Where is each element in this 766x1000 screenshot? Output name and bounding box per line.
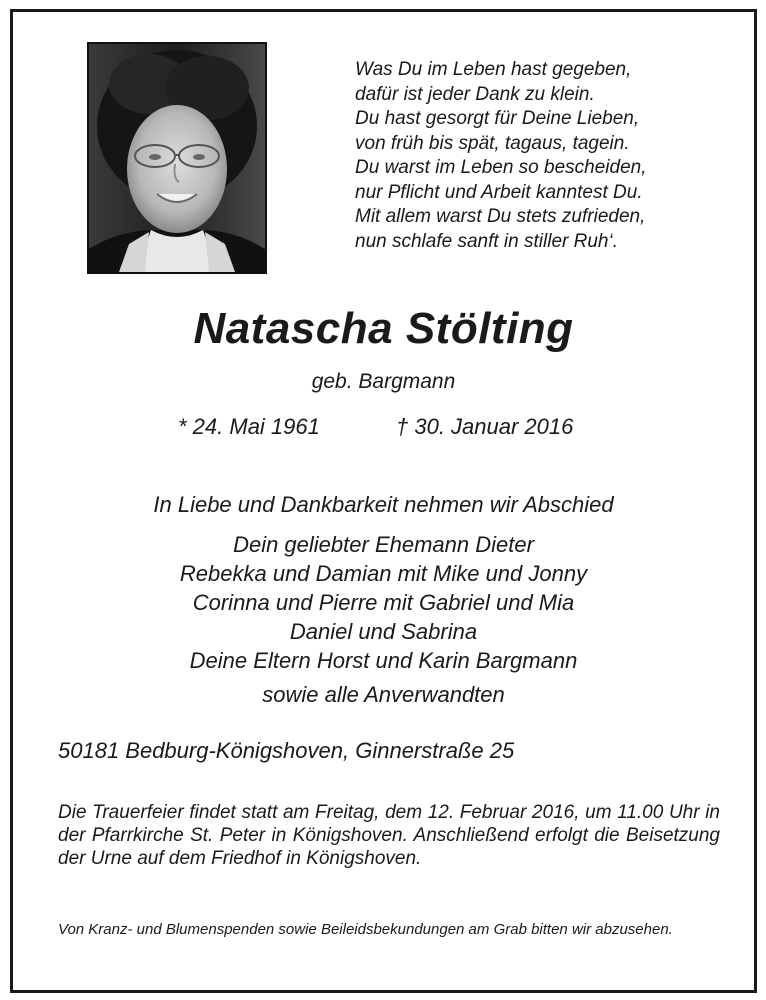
death-date: † 30. Januar 2016	[396, 414, 574, 439]
mourner-line: Daniel und Sabrina	[289, 619, 478, 644]
mourner-line: Corinna und Pierre mit Gabriel und Mia	[192, 590, 575, 615]
mourner-line: Deine Eltern Horst und Karin Bargmann	[189, 648, 578, 673]
poem-line: Du hast gesorgt für Deine Lieben,	[355, 108, 640, 129]
poem-line: Du warst im Leben so bescheiden,	[355, 157, 647, 178]
poem-line: nur Pflicht und Arbeit kanntest Du.	[355, 181, 643, 203]
poem-line: Was Du im Leben hast gegeben,	[355, 59, 632, 80]
portrait-image	[89, 44, 265, 272]
poem-line: dafür ist jeder Dank zu klein.	[355, 83, 595, 105]
obituary-frame	[10, 9, 757, 993]
funeral-details: Die Trauerfeier findet statt am Freitag, dem 12. Februar 2016, um 11.00 Uhr in der Pfarrkirche St. Peter in Königshoven. Anschließend erfolgt die Beisetzung der Urne auf dem Friedhof in Königshoven.	[58, 802, 720, 869]
mourner-line: Rebekka und Damian mit Mike und Jonny	[179, 561, 588, 586]
family-address: 50181 Bedburg-Königshoven, Ginnerstraße 25	[58, 738, 515, 763]
poem-line: von früh bis spät, tagaus, tagein.	[355, 132, 630, 154]
deceased-name: Natascha Stölting	[193, 304, 574, 353]
mourners-list	[13, 530, 754, 675]
farewell-line: In Liebe und Dankbarkeit nehmen wir Abschied	[153, 492, 614, 517]
portrait-photo	[87, 42, 267, 274]
donation-note: Von Kranz- und Blumenspenden sowie Beileidsbekundungen am Grab bitten wir abzusehen.	[58, 921, 673, 938]
birth-name: geb. Bargmann	[311, 370, 456, 393]
birth-date: * 24. Mai 1961	[178, 414, 320, 439]
mourner-line: Dein geliebter Ehemann Dieter	[233, 532, 534, 557]
poem-line: Mit allem warst Du stets zufrieden,	[355, 206, 646, 227]
poem-line: nun schlafe sanft in stiller Ruh‘.	[355, 230, 618, 252]
relatives-line: sowie alle Anverwandten	[262, 682, 505, 707]
memorial-poem	[355, 58, 735, 254]
